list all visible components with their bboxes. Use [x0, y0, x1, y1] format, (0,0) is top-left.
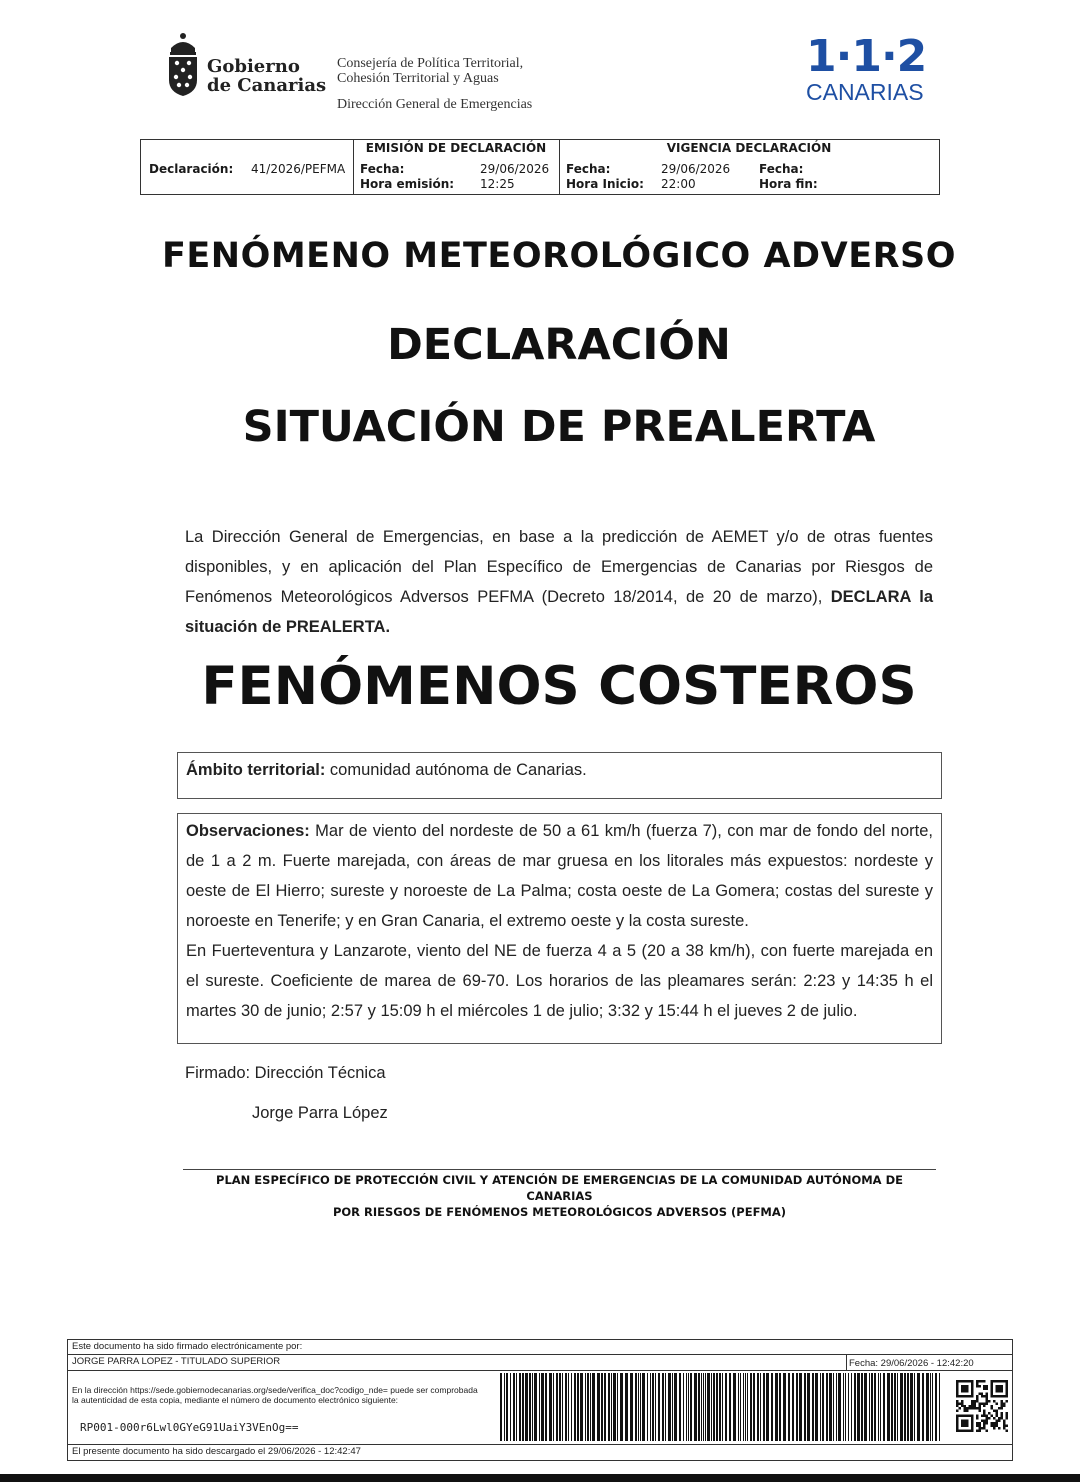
observaciones-label: Observaciones: — [186, 822, 310, 840]
vigencia-header: VIGENCIA DECLARACIÓN — [666, 141, 832, 155]
gobierno-canarias-crest-icon — [165, 32, 201, 98]
plan-divider — [183, 1169, 936, 1170]
downloaded-text: El presente documento ha sido descargado el 29/06/2026 - 12:42:47 — [72, 1446, 361, 1457]
verify-text: En la dirección https://sede.gobiernodecanarias.org/sede/verifica_doc?codigo_nde= puede ser comprobada la autenticidad de esta copia, mediante el número de documento electrónico siguiente: — [72, 1385, 478, 1405]
hora-emision-label: Hora emisión: — [360, 177, 455, 191]
emision-fecha-label: Fecha: — [360, 162, 405, 176]
observaciones-box — [177, 813, 942, 1044]
consejeria-line2: Cohesión Territorial y Aguas — [337, 71, 499, 86]
vigencia-fecha-label: Fecha: — [566, 162, 611, 176]
document-code: RP001-000r6Lwl0GYeG91UaiY3VEnOg== — [80, 1421, 299, 1434]
firmado-line: Firmado: Dirección Técnica — [185, 1064, 386, 1082]
vigencia-fecha: 29/06/2026 — [661, 162, 731, 176]
logo-112-number: 1·1·2 — [806, 31, 927, 82]
qr-code-icon — [956, 1380, 1008, 1432]
logo-112-text: CANARIAS — [806, 79, 924, 105]
situacion-title: SITUACIÓN DE PREALERTA — [242, 402, 876, 452]
declaracion-value: 41/2026/PEFMA — [251, 162, 346, 176]
government-name-line2: de Canarias — [207, 75, 327, 96]
declaracion-title: DECLARACIÓN — [387, 320, 731, 370]
main-title: FENÓMENO METEOROLÓGICO ADVERSO — [161, 236, 957, 276]
ambito-value: comunidad autónoma de Canarias. — [325, 761, 587, 779]
declaracion-cell — [141, 140, 354, 194]
observaciones-paragraph-1 — [186, 816, 933, 936]
ambito-box — [177, 752, 942, 799]
observaciones-paragraph-2: En Fuerteventura y Lanzarote, viento del NE de fuerza 4 a 5 (20 a 38 km/h), con fuerte marejada en el sureste. Coeficiente de marea de 69-70. Los horarios de las pleamares serán: 2:23 y 14:35 h el martes 30 de junio; 2:57 y 15:09 h el miércoles 1 de julio; 3:32 y 15:44 h el jueves 2 de julio. — [186, 942, 933, 1020]
consejeria-line1: Consejería de Política Territorial, — [337, 56, 524, 71]
plan-title — [183, 1172, 936, 1220]
hora-fin-label: Hora fin: — [759, 177, 818, 191]
signed-by-label: Este documento ha sido firmado electrónicamente por: — [72, 1341, 303, 1352]
emision-fecha: 29/06/2026 — [480, 162, 550, 176]
signature-date: Fecha: 29/06/2026 - 12:42:20 — [849, 1358, 974, 1369]
observaciones-text-1: Mar de viento del nordeste de 50 a 61 km/h (fuerza 7), con mar de fondo del norte, de 1 a 2 m. Fuerte marejada, con áreas de mar gruesa en los litorales más expuestos: nordeste y oeste de El Hierro; sureste y noroeste de La Palma; costa oeste de La Gomera; costas del sureste y noroeste en Tenerife; y en Gran Canaria, el extremo oeste y la costa sureste. — [186, 822, 933, 930]
observaciones-text — [186, 816, 933, 1026]
hora-inicio-label: Hora Inicio: — [566, 177, 644, 191]
electronic-signature-footer — [67, 1339, 1013, 1461]
consejeria — [337, 56, 523, 86]
government-name — [207, 57, 326, 95]
bottom-border — [0, 1474, 1080, 1482]
declaracion-label: Declaración: — [149, 162, 234, 176]
intro-text: La Dirección General de Emergencias, en base a la predicción de AEMET y/o de otras fuentes disponibles, y en aplicación del Plan Específico de Emergencias de Canarias por Riesgos de Fenómenos Meteorológicos Adversos PEFMA (Decreto 18/2014, de 20 de marzo), — [185, 528, 933, 606]
phenomenon-title: FENÓMENOS COSTEROS — [201, 656, 917, 717]
intro-bold: DECLARA la situación de PREALERTA. — [185, 588, 933, 636]
direccion-general: Dirección General de Emergencias — [337, 97, 533, 112]
hora-inicio: 22:00 — [661, 177, 696, 191]
hora-emision: 12:25 — [480, 177, 515, 191]
plan-line-1: PLAN ESPECÍFICO DE PROTECCIÓN CIVIL Y ATENCIÓN DE EMERGENCIAS DE LA COMUNIDAD AUTÓNOMA DE CANARIAS — [216, 1173, 903, 1203]
logo-112-canarias — [806, 31, 927, 105]
emision-header: EMISIÓN DE DECLARACIÓN — [365, 141, 547, 155]
fin-fecha-label: Fecha: — [759, 162, 804, 176]
ambito-text — [186, 755, 933, 785]
ambito-label: Ámbito territorial: — [186, 761, 326, 779]
emision-cell — [353, 140, 560, 194]
signer-name: Jorge Parra López — [252, 1104, 388, 1122]
vigencia-cell — [559, 140, 939, 194]
plan-line-2: POR RIESGOS DE FENÓMENOS METEOROLÓGICOS ADVERSOS (PEFMA) — [332, 1205, 787, 1219]
barcode-icon — [500, 1373, 940, 1441]
government-name-line1: Gobierno — [207, 56, 300, 77]
signer: JORGE PARRA LOPEZ - TITULADO SUPERIOR — [72, 1356, 281, 1367]
declaration-table — [140, 139, 940, 195]
intro-paragraph — [185, 522, 933, 642]
